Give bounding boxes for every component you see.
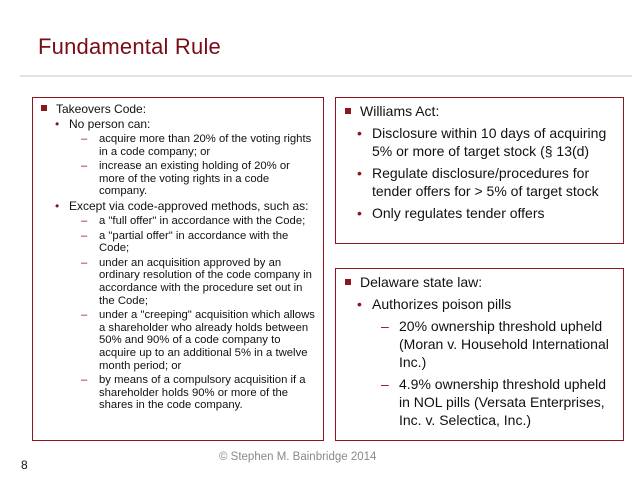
dash-marker: – xyxy=(81,133,88,145)
williams-act-heading: Williams Act: xyxy=(360,103,440,119)
delaware-law-box xyxy=(335,268,624,441)
copyright-footer: © Stephen M. Bainbridge 2014 xyxy=(219,451,377,463)
dash-marker: – xyxy=(81,214,88,227)
page-number: 8 xyxy=(21,458,28,472)
bullet-marker: • xyxy=(357,205,362,221)
sub-list-item xyxy=(41,309,317,372)
delaware-heading-row xyxy=(345,273,615,291)
sub-list-item xyxy=(345,317,615,371)
sub-list-item-text: under an acquisition approved by an ordinary resolution of the code company in accordance with the procedure set out in the Code; xyxy=(99,256,312,307)
sub-list-item-text: a "partial offer" in accordance with the Code; xyxy=(99,229,289,255)
sub-list-item xyxy=(41,133,317,158)
delaware-heading: Delaware state law: xyxy=(360,274,483,290)
list-item xyxy=(41,118,317,131)
title-divider xyxy=(20,75,632,77)
square-bullet-icon xyxy=(345,108,351,114)
takeovers-code-box xyxy=(32,97,324,441)
dash-marker: – xyxy=(81,160,88,173)
dash-marker: – xyxy=(81,256,88,269)
list-item-text: Authorizes poison pills xyxy=(372,296,512,312)
sub-list-item-text: under a "creeping" acquisition which allows a shareholder who already holds between 50% and 90% of a code company to acquire up to an additional 5% in a twelve month period; or xyxy=(99,309,315,372)
dash-marker: – xyxy=(381,318,389,334)
sub-list-item xyxy=(41,374,317,412)
sub-list-item-text: 20% ownership threshold upheld (Moran v. Household International Inc.) xyxy=(399,318,609,370)
bullet-marker: • xyxy=(357,165,362,181)
williams-act-heading-row xyxy=(345,102,615,120)
bullet-marker: • xyxy=(55,198,60,213)
takeovers-code-heading: Takeovers Code: xyxy=(56,102,147,116)
dash-marker: – xyxy=(81,374,88,387)
bullet-marker: • xyxy=(55,117,60,131)
sub-list-item-text: a "full offer" in accordance with the Code; xyxy=(99,214,306,227)
list-item-text: No person can: xyxy=(69,117,151,131)
list-item-text: Disclosure within 10 days of acquiring 5% or more of target stock (§ 13(d) xyxy=(372,125,607,159)
list-item xyxy=(345,124,615,160)
list-item xyxy=(345,164,615,200)
slide-title: Fundamental Rule xyxy=(38,34,221,59)
dash-marker: – xyxy=(81,229,88,242)
bullet-marker: • xyxy=(357,296,362,312)
dash-marker: – xyxy=(81,309,88,322)
list-item-text: Except via code-approved methods, such as: xyxy=(69,198,309,213)
takeovers-code-heading-row xyxy=(41,102,317,116)
sub-list-item-text: 4.9% ownership threshold upheld in NOL pills (Versata Enterprises, Inc. v. Selectica, Inc.) xyxy=(399,376,607,428)
sub-list-item-text: acquire more than 20% of the voting rights in a code company; or xyxy=(99,133,312,158)
sub-list-item-text: by means of a compulsory acquisition if a shareholder holds 90% or more of the shares in the code company. xyxy=(99,374,306,412)
square-bullet-icon xyxy=(345,279,351,285)
list-item xyxy=(345,204,615,222)
sub-list-item xyxy=(41,215,317,228)
list-item xyxy=(41,200,317,213)
williams-act-box xyxy=(335,97,624,244)
sub-list-item-text: increase an existing holding of 20% or more of the voting rights in a code company. xyxy=(99,160,290,198)
sub-list-item xyxy=(41,160,317,198)
sub-list-item xyxy=(41,257,317,307)
list-item-text: Only regulates tender offers xyxy=(372,205,545,221)
sub-list-item xyxy=(345,375,615,429)
square-bullet-icon xyxy=(41,105,47,111)
dash-marker: – xyxy=(381,376,389,392)
bullet-marker: • xyxy=(357,125,362,141)
list-item xyxy=(345,295,615,313)
sub-list-item xyxy=(41,230,317,255)
list-item-text: Regulate disclosure/procedures for tender offers for > 5% of target stock xyxy=(372,165,599,199)
